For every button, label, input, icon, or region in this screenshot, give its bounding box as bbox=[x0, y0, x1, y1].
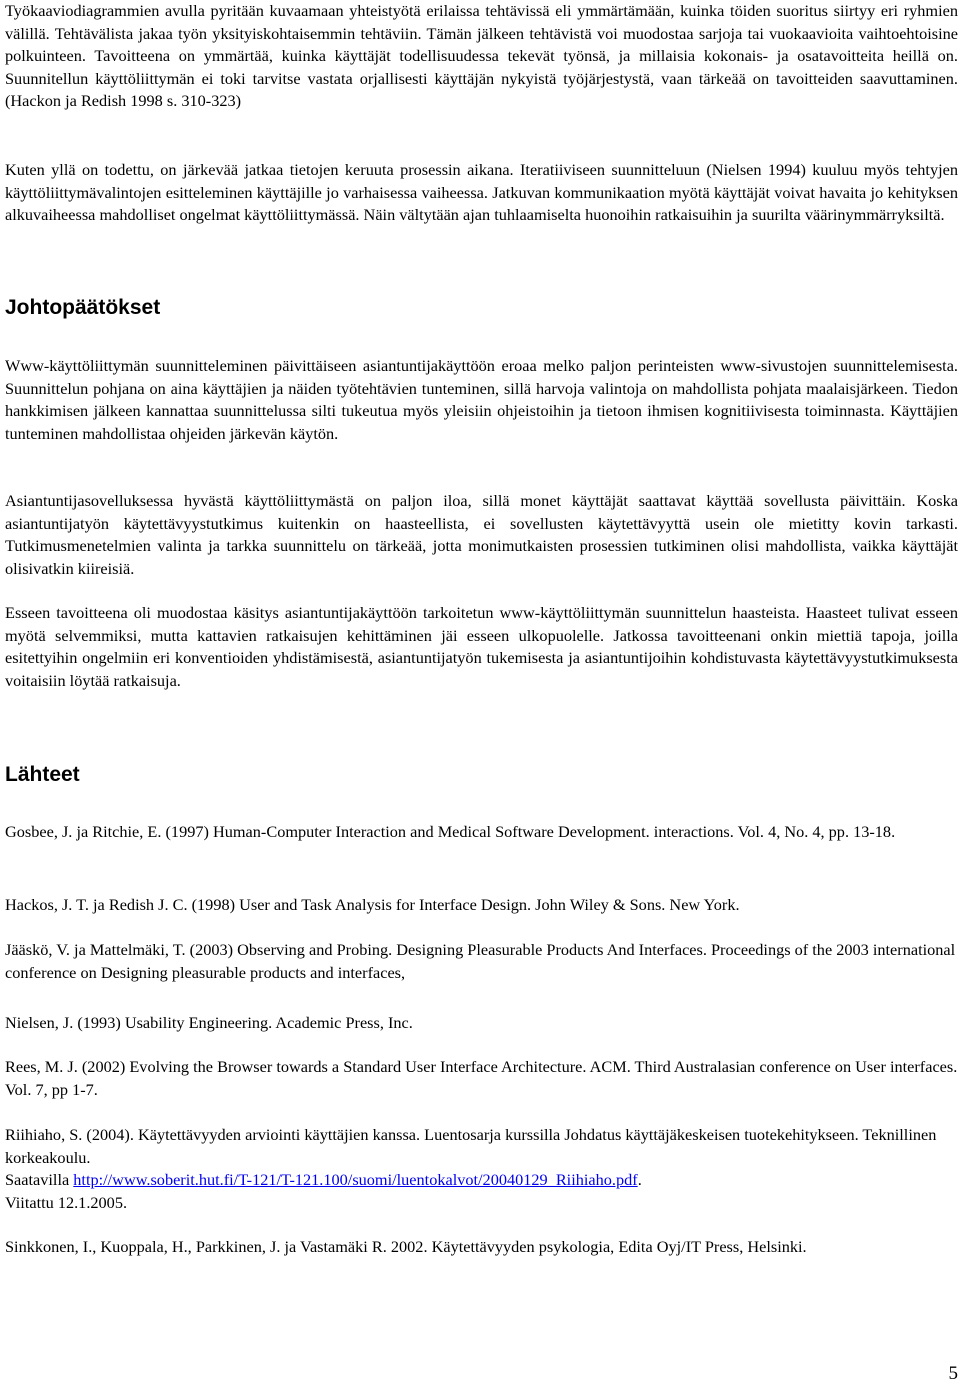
riihiaho-slides-link[interactable]: http://www.soberit.hut.fi/T-121/T-121.100/suomi/luentokalvot/20040129_Riihiaho.pdf bbox=[73, 1170, 638, 1190]
reference-sinkkonen: Sinkkonen, I., Kuoppala, H., Parkkinen, J. ja Vastamäki R. 2002. Käytettävyyden psykologia, Edita Oyj/IT Press, Helsinki. bbox=[5, 1237, 807, 1256]
conclusions-paragraph-3: Esseen tavoitteena oli muodostaa käsitys asiantuntijakäyttöön tarkoitetun www-käyttöliittymän suunnittelun haasteista. Haasteet tulivat esseen myötä selvemmiksi, mutta kattavien ratkaisujen kehittäminen jäi esseen ulkopuolelle. Jatkossa tavoitteenani onkin miettiä tapoja, joilla esitettyihin ongelmiin eri konventioiden yhdistämisestä, asiantuntijatyön tukemisesta ja asiantuntijoihin kohdistuvasta käytettävyystutkimuksesta voitaisiin löytää ratkaisuja. bbox=[5, 603, 958, 690]
conclusions-paragraph-2: Asiantuntijasovelluksessa hyvästä käyttöliittymästä on paljon iloa, sillä monet käyttäjät saattavat käyttää sovellusta päivittäin. Koska asiantuntijatyön käytettävyystutkimus kuitenkin on haasteellista, ei sovellusten käytettävyyttä usein ole mietitty kovin tarkasti. Tutkimusmenetelmien valinta ja tarkka suunnittelu on tärkeää, jotta monimutkaisten prosessien tutkiminen olisi mahdollista, vaikka käyttäjät olisivatkin kiireisiä. bbox=[5, 491, 958, 578]
cited-date: Viitattu 12.1.2005. bbox=[5, 1192, 128, 1212]
reference-nielsen: Nielsen, J. (1993) Usability Engineering. Academic Press, Inc. bbox=[5, 1013, 413, 1032]
available-label: Saatavilla bbox=[5, 1170, 70, 1190]
reference-hackos: Hackos, J. T. ja Redish J. C. (1998) User and Task Analysis for Interface Design. John Wiley & Sons. New York. bbox=[5, 895, 740, 914]
reference-rees: Rees, M. J. (2002) Evolving the Browser towards a Standard User Interface Architecture. ACM. Third Australasian conference on User interfaces. Vol. 7, pp 1-7. bbox=[5, 1057, 958, 1099]
reference-riihiaho bbox=[5, 1124, 958, 1214]
section-heading-conclusions: Johtopäätökset bbox=[5, 296, 161, 319]
reference-gosbee: Gosbee, J. ja Ritchie, E. (1997) Human-Computer Interaction and Medical Software Development. interactions. Vol. 4, No. 4, pp. 13-18. bbox=[5, 822, 896, 841]
conclusions-paragraph-1: Www-käyttöliittymän suunnitteleminen päivittäiseen asiantuntijakäyttöön eroaa melko paljon perinteisten www-sivustojen suunnittelemisesta. Suunnittelun pohjana on aina käyttäjien ja näiden työtehtävien tunteminen, sillä harvoja valintoja on mahdollista pohjata maalaisjärkeen. Tiedon hankkimisen jälkeen kannattaa suunnittelussa silti tukeutua myös yleisiin ohjeistoihin ja tietoon ihmisen kognitiivisesta toiminnasta. Käyttäjien tunteminen mahdollistaa ohjeiden järkevän käytön. bbox=[5, 356, 958, 443]
intro-paragraph-work-diagrams: Työkaaviodiagrammien avulla pyritään kuvaamaan yhteistyötä erilaissa tehtävissä eli ymmärtämään, kuinka töiden suoritus siirtyy eri ryhmien välillä. Tehtävälista jakaa työn yksityiskohtaisemmin tehtäviin. Tämän jälkeen tehtävistä voi muodostaa sarjoja tai vuokaavioita vaihtoehtoisine polkuinteen. Tavoitteena on ymmärtää, kuinka käyttäjät todellisuudessa tekevät työnsä, ja millaisia kokonais- ja osatavoitteita heillä on. Suunnitellun käyttöliittymän ei toki tarvitse vastata orjallisesti käyttäjän nykyistä työjärjestystä, vaan tärkeää on tavoitteiden saavuttaminen. (Hackon ja Redish 1998 s. 310-323) bbox=[5, 1, 958, 111]
reference-jaasko: Jääskö, V. ja Mattelmäki, T. (2003) Observing and Probing. Designing Pleasurable Products And Interfaces. Proceedings of the 2003 international conference on Designing pleasurable products and interfaces, bbox=[5, 940, 956, 982]
page-number: 5 bbox=[948, 1363, 958, 1384]
intro-paragraph-iterative-design: Kuten yllä on todettu, on järkevää jatkaa tietojen keruuta prosessin aikana. Iteratiiviseen suunnitteluun (Nielsen 1994) kuuluu myös tehtyjen käyttöliittymävalintojen esitteleminen käyttäjille jo varhaisessa vaiheessa. Jatkuvan kommunikaation myötä käyttäjät voivat havaita jo kehityksen alkuvaiheessa mahdolliset ongelmat käyttöliittymässä. Näin vältytään ajan tuhlaamiselta huonoihin ratkaisuihin ja suurilta väärinymmärryksiltä. bbox=[5, 160, 958, 225]
reference-riihiaho-text: Riihiaho, S. (2004). Käytettävyyden arviointi käyttäjien kanssa. Luentosarja kurssilla Johdatus käyttäjäkeskeisen tuotekehitykseen. Teknillinen korkeakoulu. bbox=[5, 1125, 937, 1167]
section-heading-references: Lähteet bbox=[5, 763, 80, 786]
link-trailing-period: . bbox=[637, 1170, 642, 1190]
